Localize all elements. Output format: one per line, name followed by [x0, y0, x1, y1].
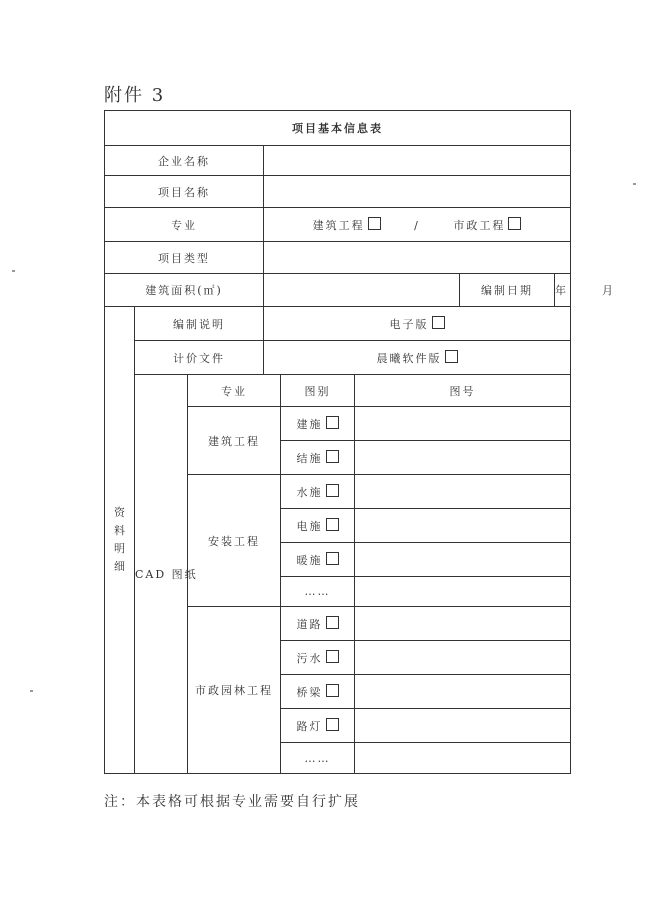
drawing-no-field[interactable]	[355, 641, 571, 675]
drawing-no-field[interactable]	[355, 475, 571, 509]
compile-date-label: 编制日期	[460, 274, 555, 307]
category-checkbox[interactable]	[326, 552, 339, 565]
category-checkbox[interactable]	[326, 416, 339, 429]
drawing-no-field[interactable]	[355, 607, 571, 641]
group-installation: 安装工程	[188, 475, 281, 607]
project-name-field[interactable]	[264, 176, 571, 208]
table-title: 项目基本信息表	[105, 111, 571, 146]
electronic-version-label: 电子版	[389, 317, 429, 331]
category-more: ……	[281, 577, 355, 607]
category-cell	[281, 543, 355, 577]
category-label: 路灯	[296, 719, 323, 733]
header-category: 图别	[281, 375, 355, 407]
category-cell	[281, 675, 355, 709]
compile-desc-option	[264, 307, 571, 341]
scan-speck	[633, 183, 636, 185]
category-label: 污水	[296, 651, 323, 665]
option-separator: /	[414, 218, 420, 232]
category-cell	[281, 509, 355, 543]
building-area-label: 建筑面积(㎡)	[105, 274, 264, 307]
company-name-label: 企业名称	[105, 146, 264, 176]
discipline-options	[264, 208, 571, 242]
drawing-no-field[interactable]	[355, 577, 571, 607]
category-cell	[281, 607, 355, 641]
option-building-label: 建筑工程	[312, 218, 365, 232]
electronic-version-checkbox[interactable]	[432, 316, 445, 329]
municipal-checkbox[interactable]	[508, 217, 521, 230]
category-checkbox[interactable]	[326, 450, 339, 463]
pricing-file-label: 计价文件	[135, 341, 264, 375]
software-version-checkbox[interactable]	[445, 350, 458, 363]
category-label: 建施	[296, 417, 323, 431]
category-checkbox[interactable]	[326, 616, 339, 629]
pricing-file-option	[264, 341, 571, 375]
category-cell	[281, 641, 355, 675]
year-label: 年	[555, 284, 568, 297]
category-cell	[281, 441, 355, 475]
project-type-field[interactable]	[264, 242, 571, 274]
drawing-no-field[interactable]	[355, 743, 571, 774]
category-more: ……	[281, 743, 355, 774]
compile-desc-label: 编制说明	[135, 307, 264, 341]
attachment-label: 附件 3	[104, 85, 166, 106]
category-label: 水施	[296, 485, 323, 499]
option-municipal-label: 市政工程	[453, 218, 506, 232]
drawing-no-field[interactable]	[355, 441, 571, 475]
category-label: 桥梁	[296, 685, 323, 699]
building-checkbox[interactable]	[368, 217, 381, 230]
cad-drawings-label: CAD 图纸	[135, 375, 188, 774]
drawing-no-field[interactable]	[355, 543, 571, 577]
discipline-label: 专业	[105, 208, 264, 242]
group-building: 建筑工程	[188, 407, 281, 475]
drawing-no-field[interactable]	[355, 709, 571, 743]
header-discipline: 专业	[188, 375, 281, 407]
materials-section-label: 资料明细	[105, 307, 135, 774]
month-label: 月	[602, 284, 615, 297]
drawing-no-field[interactable]	[355, 509, 571, 543]
category-checkbox[interactable]	[326, 518, 339, 531]
scan-speck	[12, 270, 15, 272]
building-area-field[interactable]	[264, 274, 460, 307]
group-municipal: 市政园林工程	[188, 607, 281, 774]
scan-speck	[30, 690, 33, 692]
category-checkbox[interactable]	[326, 718, 339, 731]
software-version-label: 晨曦软件版	[376, 351, 442, 365]
project-type-label: 项目类型	[105, 242, 264, 274]
compile-date-field[interactable]	[555, 274, 615, 307]
category-cell	[281, 475, 355, 509]
category-label: 电施	[296, 519, 323, 533]
project-name-label: 项目名称	[105, 176, 264, 208]
category-checkbox[interactable]	[326, 650, 339, 663]
drawing-no-field[interactable]	[355, 675, 571, 709]
category-label: 暖施	[296, 553, 323, 567]
category-checkbox[interactable]	[326, 484, 339, 497]
project-info-table	[104, 110, 615, 774]
category-checkbox[interactable]	[326, 684, 339, 697]
category-label: 结施	[296, 451, 323, 465]
footnote: 注：本表格可根据专业需要自行扩展	[104, 794, 360, 810]
category-cell	[281, 709, 355, 743]
category-label: 道路	[296, 617, 323, 631]
company-name-field[interactable]	[264, 146, 571, 176]
drawing-no-field[interactable]	[355, 407, 571, 441]
category-cell	[281, 407, 355, 441]
header-drawing-no: 图号	[355, 375, 571, 407]
